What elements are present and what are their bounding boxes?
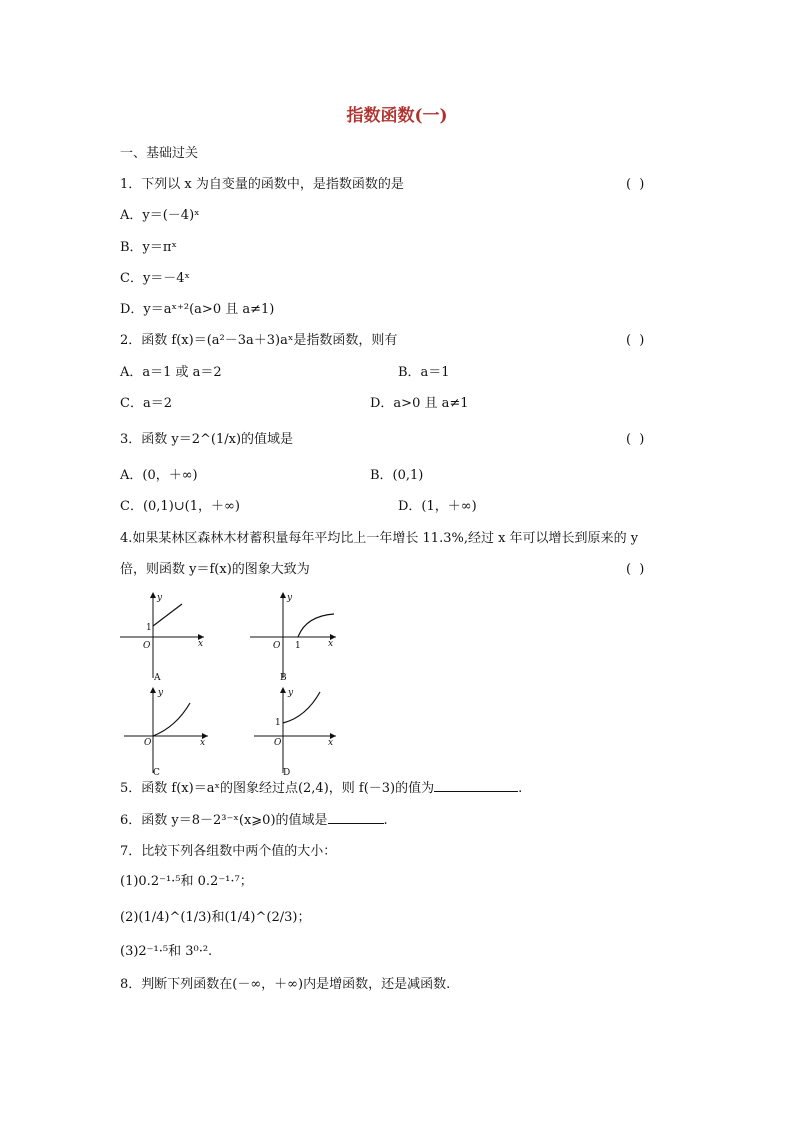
graph-a <box>116 590 206 682</box>
q8-stem: 8．判断下列函数在(－∞，＋∞)内是增函数，还是减函数. <box>120 977 451 992</box>
q6 <box>120 813 388 829</box>
q2-answer-paren: ( ) <box>626 333 647 348</box>
graph-d-label: D <box>283 768 291 778</box>
q2-option-c: C．a＝2 <box>120 396 172 411</box>
q5-answer-blank[interactable] <box>434 791 518 792</box>
q3-option-d: D．(1，＋∞) <box>398 499 477 514</box>
graph-c-x-label: x <box>200 738 206 748</box>
q4-stem-line1: 4.如果某林区森林木材蓄积量每年平均比上一年增长 11.3%,经过 x 年可以增长到原来的 y <box>120 531 639 546</box>
q1-option-d: D．y＝aˣ⁺²(a>0 且 a≠1) <box>120 302 275 317</box>
q1-stem: 1．下列以 x 为自变量的函数中，是指数函数的是 <box>120 177 404 192</box>
q2-option-a: A．a＝1 或 a＝2 <box>120 365 222 380</box>
graph-a-label: A <box>154 673 161 683</box>
graph-c-y-label: y <box>158 688 164 698</box>
q6-answer-blank[interactable] <box>328 823 384 824</box>
graph-c-label: C <box>153 768 160 778</box>
q7-stem: 7．比较下列各组数中两个值的大小： <box>120 844 337 859</box>
graph-b <box>246 590 340 682</box>
q1-option-b: B．y＝πˣ <box>120 240 177 255</box>
graph-a-tick: 1 <box>146 623 152 633</box>
graph-c-origin: O <box>144 738 152 748</box>
graph-d <box>250 685 340 777</box>
graph-d-tick: 1 <box>275 718 281 728</box>
q7-part2: (2)(1/4)^(1/3)和(1/4)^(2/3)； <box>120 910 311 925</box>
q5-period: . <box>518 781 523 796</box>
section-heading: 一、基础过关 <box>120 146 199 161</box>
q3-option-c: C．(0,1)∪(1，＋∞) <box>120 499 240 514</box>
q6-stem: 6．函数 y＝8－2³⁻ˣ(x⩾0)的值域是 <box>120 813 328 828</box>
q3-option-a: A．(0，＋∞) <box>120 468 198 483</box>
graph-c-curve <box>153 703 190 736</box>
graph-b-tick: 1 <box>295 641 301 651</box>
graph-b-origin: O <box>273 641 281 651</box>
q3-answer-paren: ( ) <box>626 432 647 447</box>
graph-b-x-label: x <box>328 639 334 649</box>
q2-stem: 2．函数 f(x)＝(a²－3a＋3)aˣ是指数函数，则有 <box>120 333 398 348</box>
q3-option-b: B．(0,1) <box>370 468 424 483</box>
q5 <box>120 781 522 797</box>
q1-option-c: C．y＝－4ˣ <box>120 271 191 286</box>
graph-d-y-label: y <box>288 688 294 698</box>
graph-a-curve <box>153 604 182 626</box>
q4-answer-paren: ( ) <box>626 562 647 577</box>
page-title: 指数函数(一) <box>346 106 448 126</box>
graph-b-label: B <box>280 673 287 683</box>
q2-option-b: B．a＝1 <box>398 365 450 380</box>
q3-stem: 3．函数 y＝2^(1/x)的值域是 <box>120 432 294 447</box>
graph-d-origin: O <box>274 738 282 748</box>
q2-option-d: D．a>0 且 a≠1 <box>370 396 469 411</box>
q1-answer-paren: ( ) <box>626 177 647 192</box>
graph-a-x-label: x <box>198 639 204 649</box>
graph-b-curve <box>298 614 334 637</box>
graph-b-y-label: y <box>287 593 293 603</box>
graph-a-y-label: y <box>157 593 163 603</box>
q7-part1: (1)0.2⁻¹·⁵和 0.2⁻¹·⁷； <box>120 874 253 889</box>
q4-stem-line2: 倍，则函数 y＝f(x)的图象大致为 <box>120 562 310 577</box>
q6-period: . <box>383 813 388 828</box>
q5-stem: 5．函数 f(x)＝aˣ的图象经过点(2,4)，则 f(－3)的值为 <box>120 781 435 796</box>
q1-option-a: A．y＝(－4)ˣ <box>120 208 200 223</box>
graph-c <box>120 685 210 777</box>
graph-d-x-label: x <box>328 738 334 748</box>
graph-a-origin: O <box>143 641 151 651</box>
q7-part3: (3)2⁻¹·⁵和 3⁰·². <box>120 944 213 959</box>
